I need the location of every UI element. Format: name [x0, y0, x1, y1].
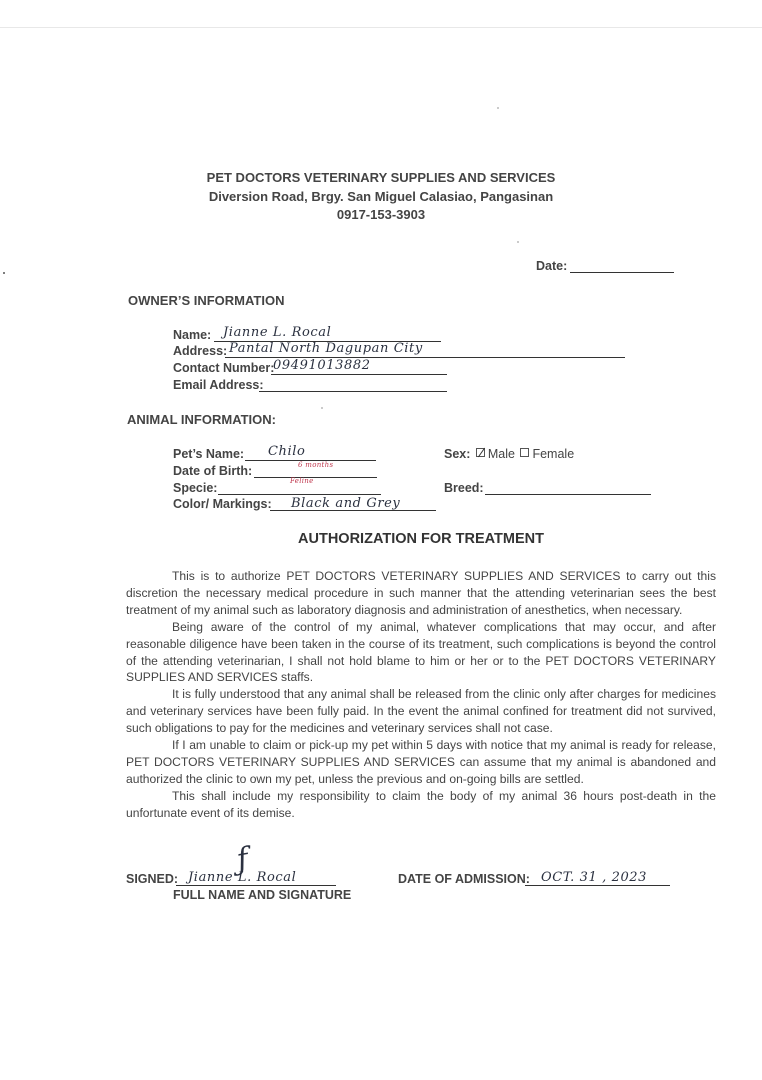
date-line	[570, 272, 674, 273]
pet-name-value: Chilo	[268, 444, 306, 459]
owner-email-line	[259, 391, 447, 392]
scan-speck	[497, 107, 499, 109]
male-option-label: Male	[487, 447, 515, 461]
signature-caption: FULL NAME AND SIGNATURE	[173, 888, 352, 902]
breed-line	[485, 494, 651, 495]
company-phone: 0917-153-3903	[336, 207, 426, 222]
color-value: Black and Grey	[291, 496, 401, 511]
owner-email-label: Email Address:	[173, 378, 264, 392]
female-checkbox[interactable]	[520, 448, 529, 457]
date-field[interactable]	[536, 259, 676, 275]
authorization-paragraph: Being aware of the control of my animal, whatever complications that may occur, and after reasonable diligence have been taken in the course of its treatment, such complications is beyond the control of the attending veterinarian, I shall not hold blame to him or her or to the PET DOCTORS VETERINARY SUPPLIES AND SERVICES staffs.	[126, 619, 716, 685]
admission-date-line	[525, 885, 670, 886]
owner-name-value: Jianne L. Rocal	[223, 325, 332, 340]
owner-contact-value: 09491013882	[273, 358, 371, 373]
owner-contact-line	[271, 374, 447, 375]
scan-speck	[321, 407, 323, 409]
company-name: PET DOCTORS VETERINARY SUPPLIES AND SERVICES	[206, 170, 556, 185]
authorization-paragraph: This is to authorize PET DOCTORS VETERINARY SUPPLIES AND SERVICES to carry out this discretion the necessary medical procedure in such manner that the attending veterinarian sees the best treatment of my animal such as laboratory diagnosis and administration of anesthetics, when necessary.	[126, 569, 716, 617]
owner-address-field[interactable]	[173, 341, 628, 360]
dob-label: Date of Birth:	[173, 464, 253, 478]
female-option-label: Female	[532, 447, 575, 461]
owner-email-field[interactable]	[173, 378, 449, 394]
color-field[interactable]	[173, 497, 438, 513]
authorization-body	[126, 568, 716, 822]
dob-field[interactable]	[173, 461, 379, 480]
admission-date-label: DATE OF ADMISSION:	[398, 872, 530, 886]
specie-label: Specie:	[173, 481, 218, 495]
animal-section-title: ANIMAL INFORMATION:	[127, 412, 276, 427]
breed-field[interactable]	[444, 481, 654, 497]
authorization-paragraph: If I am unable to claim or pick-up my pet within 5 days with notice that my animal is ready for release, PET DOCTORS VETERINARY SUPPLIES AND SERVICES can assume that my animal is abandoned and authorized the clinic to own my pet, unless the previous and on-going bills are settled.	[126, 738, 716, 786]
pet-name-field[interactable]	[173, 444, 378, 463]
specie-value: Feline	[290, 477, 314, 485]
pet-name-label: Pet’s Name:	[173, 447, 245, 461]
male-checkbox[interactable]	[476, 448, 485, 457]
owner-contact-label: Contact Number:	[173, 361, 275, 375]
authorization-title: AUTHORIZATION FOR TREATMENT	[298, 531, 544, 547]
sex-field	[444, 447, 574, 461]
breed-label: Breed:	[444, 481, 484, 495]
specie-field[interactable]	[173, 477, 383, 497]
signed-line	[176, 885, 336, 886]
signed-name-value: Jianne L. Rocal	[188, 870, 297, 885]
scan-speck	[3, 272, 5, 274]
specie-line	[218, 494, 381, 495]
color-label: Color/ Markings:	[173, 497, 272, 511]
date-label: Date:	[536, 259, 568, 273]
signature-mark: ƒ	[234, 841, 252, 878]
company-address: Diversion Road, Brgy. San Miguel Calasiao, Pangasinan	[208, 188, 554, 204]
admission-date-field[interactable]	[398, 872, 673, 888]
owner-contact-field[interactable]	[173, 358, 449, 377]
scan-speck	[517, 241, 519, 243]
letterhead	[0, 169, 762, 225]
signed-field[interactable]	[126, 872, 338, 888]
owner-address-value: Pantal North Dagupan City	[229, 341, 423, 356]
owner-address-label: Address:	[173, 344, 228, 358]
signed-label: SIGNED:	[126, 872, 179, 886]
owner-section-title: OWNER’S INFORMATION	[128, 293, 285, 308]
sex-label: Sex:	[444, 447, 471, 461]
admission-date-value: OCT. 31 , 2023	[541, 870, 648, 885]
owner-name-label: Name:	[173, 328, 212, 342]
authorization-paragraph: This shall include my responsibility to claim the body of my animal 36 hours post-death in the unfortunate event of its demise.	[126, 788, 716, 820]
dob-line	[254, 477, 377, 478]
scan-edge	[0, 27, 762, 28]
dob-value: 6 months	[298, 461, 334, 469]
authorization-paragraph: It is fully understood that any animal shall be released from the clinic only after charges for medicines and veterinary services have been fully paid. In the event the animal confined for treatment did not survived, such obligations to pay for the medicines and veterinary services shall not case.	[126, 687, 716, 736]
